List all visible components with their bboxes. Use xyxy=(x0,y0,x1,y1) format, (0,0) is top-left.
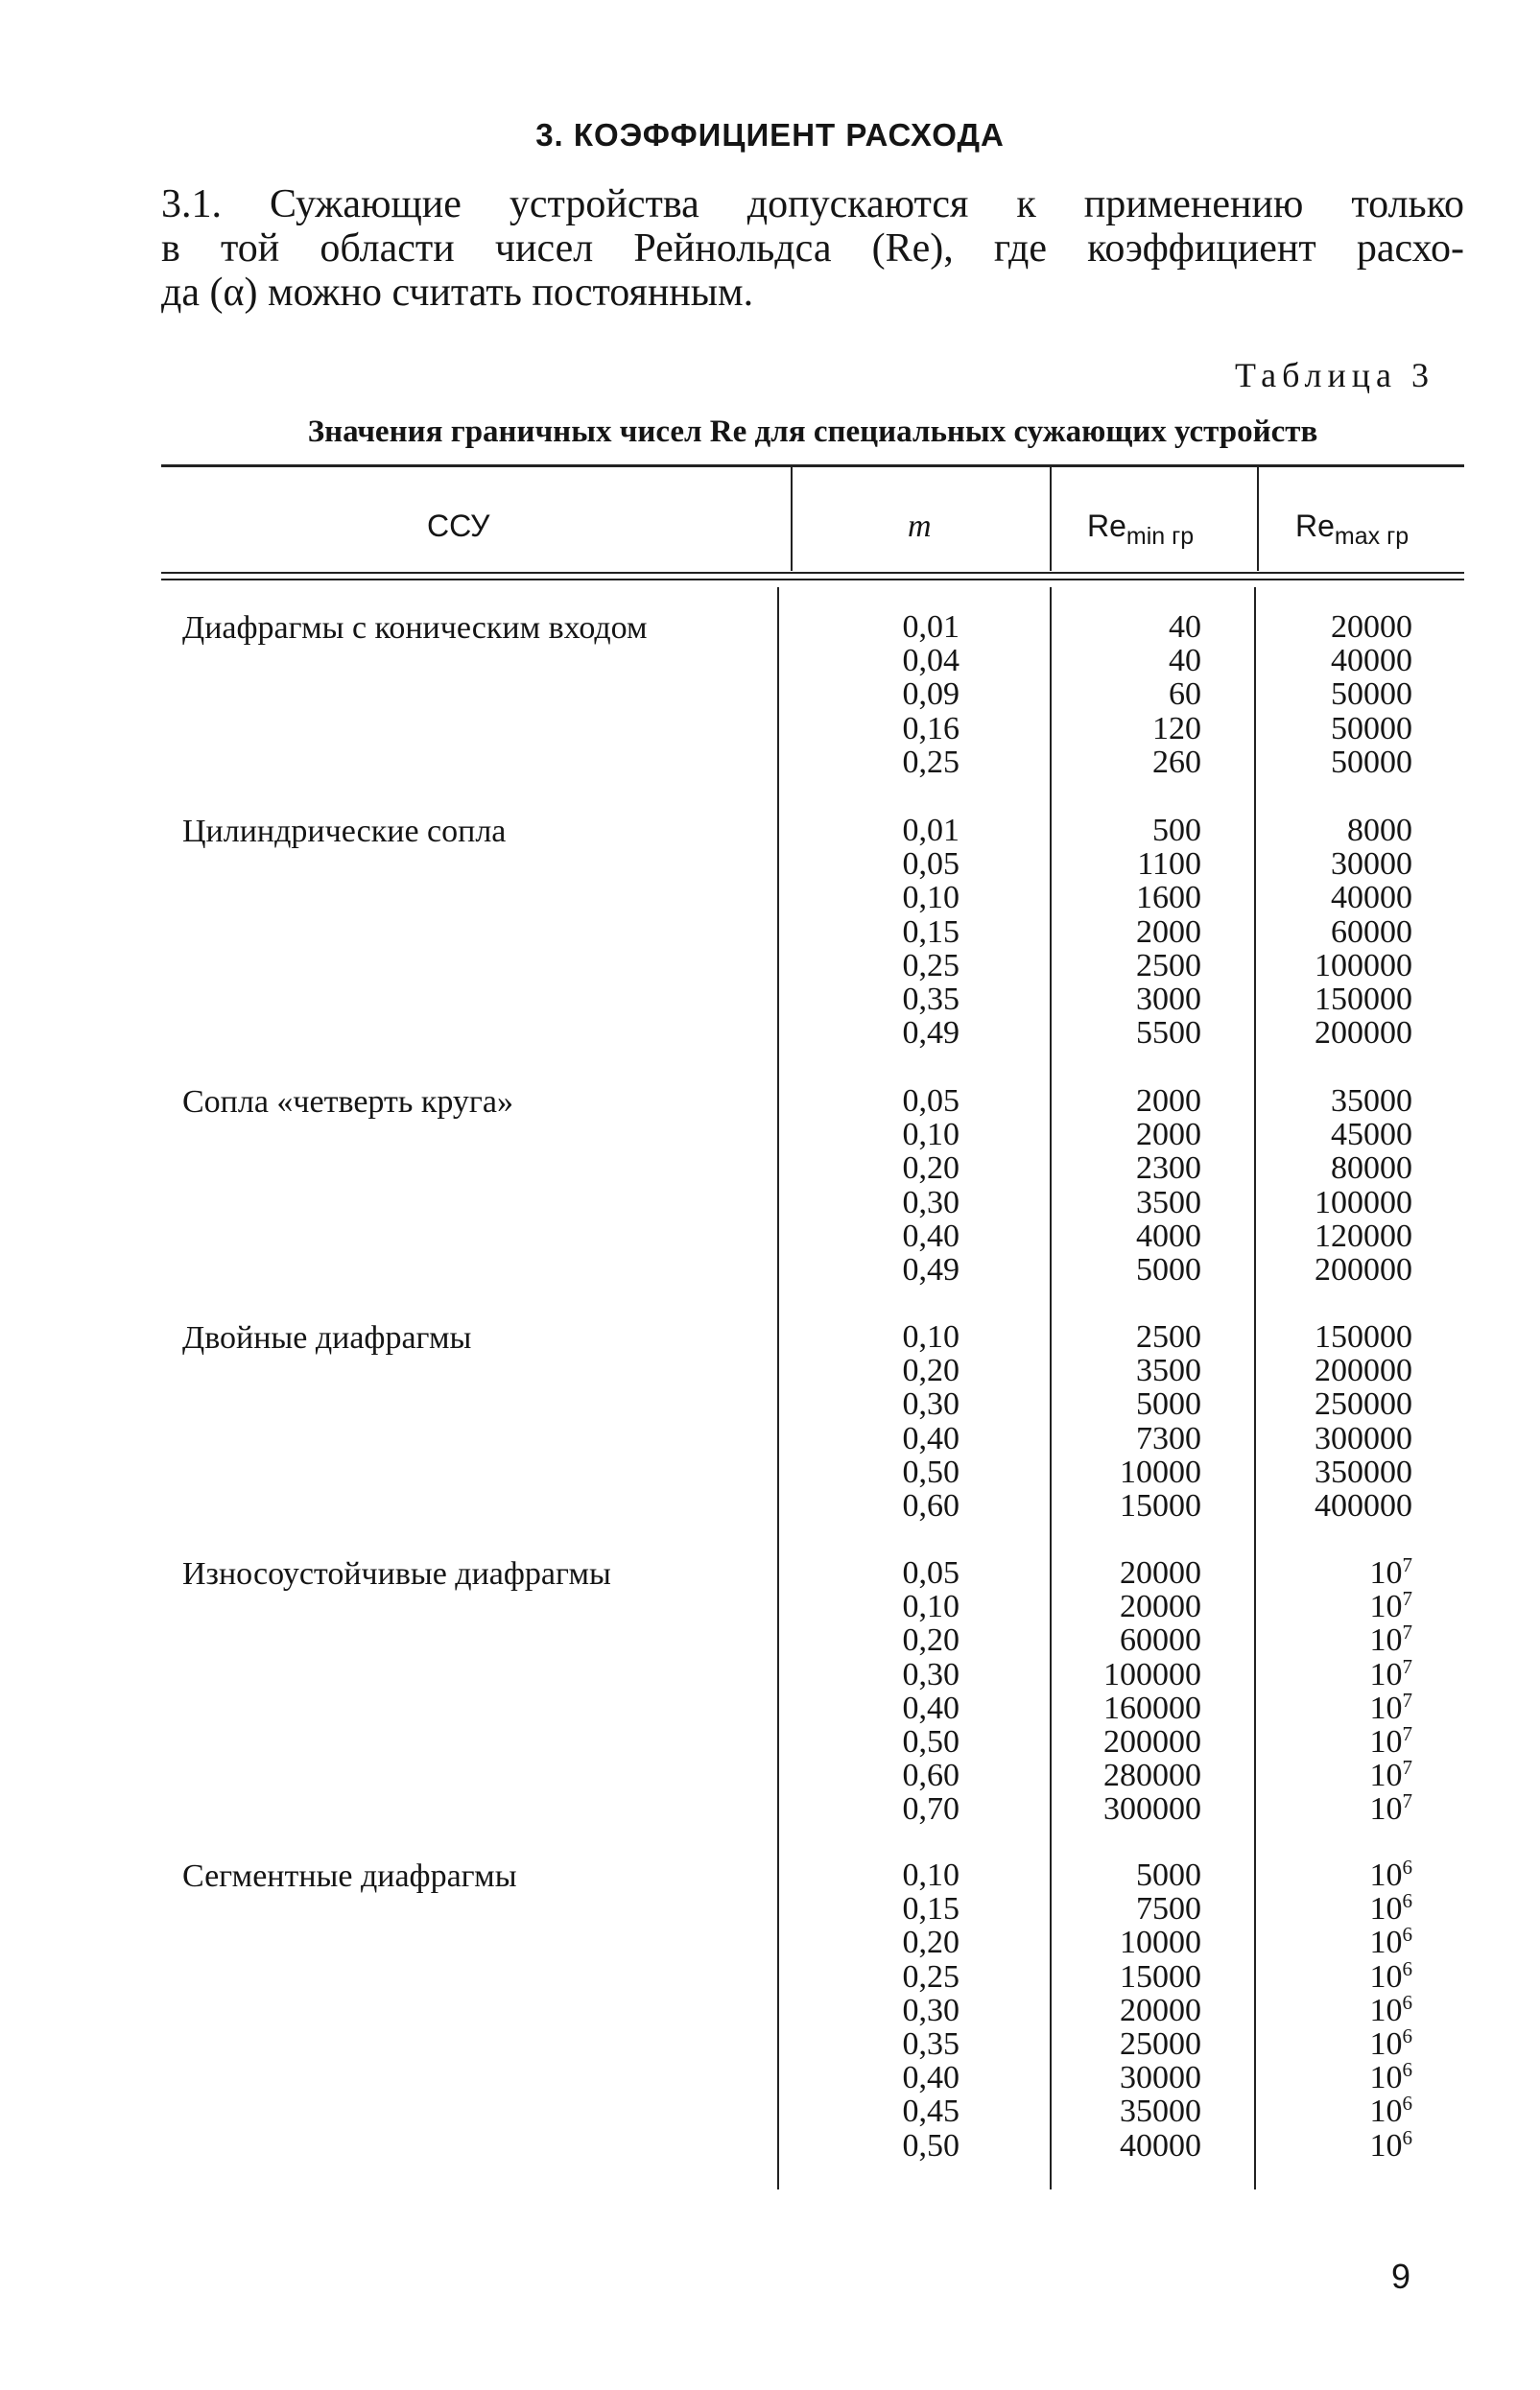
m-cell: 0,50 xyxy=(902,2127,960,2164)
power-exponent: 7 xyxy=(1402,1621,1412,1645)
re-max-cell: 150000 xyxy=(1315,981,1412,1017)
power-base: 10 xyxy=(1369,1723,1403,1760)
page-number: 9 xyxy=(1391,2257,1411,2296)
re-min-cell: 10000 xyxy=(1120,1925,1201,1961)
re-min-cell: 5000 xyxy=(1136,1858,1201,1893)
re-max-cell xyxy=(1257,1553,1412,1591)
m-cell: 0,49 xyxy=(902,1251,960,1288)
re-min-cell: 260 xyxy=(1152,744,1201,780)
re-max-cell xyxy=(1257,1756,1412,1794)
power-base: 10 xyxy=(1369,2094,1403,2130)
re-max-cell: 20000 xyxy=(1331,609,1412,645)
power-exponent: 6 xyxy=(1402,2092,1412,2116)
paragraph-line: в той области чисел Рейнольдса (Re), где коэффициент расхо- xyxy=(161,226,1464,271)
m-cell: 0,35 xyxy=(902,2025,960,2062)
m-cell: 0,35 xyxy=(902,981,960,1017)
m-cell: 0,15 xyxy=(902,913,960,950)
re-min-cell: 5000 xyxy=(1136,1386,1201,1423)
m-cell: 0,05 xyxy=(902,1555,960,1591)
column-header-re-min xyxy=(1087,509,1194,551)
re-max-cell xyxy=(1257,2125,1412,2164)
power-base: 10 xyxy=(1369,1622,1403,1659)
power-base: 10 xyxy=(1369,1925,1403,1961)
m-cell: 0,09 xyxy=(902,676,960,713)
m-cell: 0,05 xyxy=(902,1083,960,1119)
re-min-cell: 25000 xyxy=(1120,2025,1201,2062)
re-min-cell: 200000 xyxy=(1103,1723,1201,1760)
power-base: 10 xyxy=(1369,1791,1403,1828)
re-max-cell xyxy=(1257,1688,1412,1726)
m-cell: 0,60 xyxy=(902,1487,960,1524)
re-max-cell: 50000 xyxy=(1331,676,1412,713)
body-column-divider xyxy=(1254,587,1256,2189)
m-cell: 0,16 xyxy=(902,710,960,746)
re-min-cell: 10000 xyxy=(1120,1454,1201,1490)
re-max-values xyxy=(1257,1320,1412,1523)
m-cell: 0,01 xyxy=(902,813,960,848)
m-cell: 0,01 xyxy=(902,609,960,645)
m-cell: 0,40 xyxy=(902,1420,960,1456)
re-max-cell: 250000 xyxy=(1315,1386,1412,1423)
power-base: 10 xyxy=(1369,1992,1403,2028)
re-max-cell: 45000 xyxy=(1331,1117,1412,1153)
group-name: Сегментные диафрагмы xyxy=(182,1858,517,1894)
power-exponent: 6 xyxy=(1402,1889,1412,1913)
re-max-cell xyxy=(1257,1956,1412,1995)
re-min-cell: 60 xyxy=(1169,676,1201,713)
re-max-cell: 300000 xyxy=(1315,1420,1412,1456)
m-cell: 0,30 xyxy=(902,1656,960,1692)
power-exponent: 7 xyxy=(1402,1688,1412,1712)
re-max-cell: 150000 xyxy=(1315,1319,1412,1355)
m-cell: 0,20 xyxy=(902,1622,960,1659)
re-min-cell: 3500 xyxy=(1136,1184,1201,1220)
re-max-values xyxy=(1257,814,1412,1050)
m-cell: 0,30 xyxy=(902,1386,960,1423)
re-min-cell: 2500 xyxy=(1136,947,1201,983)
re-min-cell: 5500 xyxy=(1136,1015,1201,1052)
power-base: 10 xyxy=(1369,1656,1403,1692)
column-header-ssu: ССУ xyxy=(427,509,490,543)
re-max-cell: 200000 xyxy=(1315,1251,1412,1288)
m-cell: 0,50 xyxy=(902,1454,960,1490)
re-max-cell xyxy=(1257,1721,1412,1760)
power-exponent: 6 xyxy=(1402,1923,1412,1947)
re-min-values xyxy=(1065,610,1201,779)
m-cell: 0,10 xyxy=(902,1319,960,1355)
body-column-divider xyxy=(1050,587,1052,2189)
re-min-cell: 500 xyxy=(1152,813,1201,848)
power-base: 10 xyxy=(1369,1891,1403,1928)
re-max-values xyxy=(1257,1084,1412,1287)
re-max-cell: 400000 xyxy=(1315,1487,1412,1524)
re-max-cell: 35000 xyxy=(1331,1083,1412,1119)
m-cell: 0,10 xyxy=(902,1117,960,1153)
re-max-cell: 120000 xyxy=(1315,1218,1412,1254)
m-values xyxy=(844,1556,960,1827)
re-min-cell: 2000 xyxy=(1136,1117,1201,1153)
re-max-cell: 40000 xyxy=(1331,880,1412,916)
m-cell: 0,25 xyxy=(902,947,960,983)
power-exponent: 7 xyxy=(1402,1721,1412,1745)
power-exponent: 7 xyxy=(1402,1789,1412,1813)
power-exponent: 7 xyxy=(1402,1587,1412,1611)
re-max-cell xyxy=(1257,1889,1412,1928)
power-exponent: 7 xyxy=(1402,1654,1412,1678)
m-values xyxy=(844,1320,960,1523)
re-min-values xyxy=(1065,1320,1201,1523)
re-min-cell: 40 xyxy=(1169,643,1201,679)
m-cell: 0,30 xyxy=(902,1992,960,2028)
re-max-cell: 350000 xyxy=(1315,1454,1412,1490)
re-min-cell: 15000 xyxy=(1120,1958,1201,1995)
m-cell: 0,10 xyxy=(902,880,960,916)
re-min-subscript: min гр xyxy=(1125,523,1195,550)
re-max-cell: 200000 xyxy=(1315,1015,1412,1052)
re-min-values xyxy=(1065,814,1201,1050)
m-cell: 0,60 xyxy=(902,1758,960,1794)
re-max-cell: 200000 xyxy=(1315,1353,1412,1389)
re-min-cell: 300000 xyxy=(1103,1791,1201,1828)
header-column-divider xyxy=(791,467,793,571)
m-cell: 0,04 xyxy=(902,643,960,679)
power-exponent: 6 xyxy=(1402,1956,1412,1980)
group-name: Цилиндрические сопла xyxy=(182,814,507,849)
m-cell: 0,20 xyxy=(902,1353,960,1389)
power-base: 10 xyxy=(1369,1758,1403,1794)
column-header-m: m xyxy=(908,509,932,544)
re-max-cell: 60000 xyxy=(1331,913,1412,950)
re-min-cell: 5000 xyxy=(1136,1251,1201,1288)
re-max-cell: 100000 xyxy=(1315,1184,1412,1220)
header-column-divider xyxy=(1257,467,1259,571)
re-max-cell xyxy=(1257,1587,1412,1625)
power-base: 10 xyxy=(1369,1958,1403,1995)
power-base: 10 xyxy=(1369,1589,1403,1625)
m-values xyxy=(844,1858,960,2163)
re-max-cell xyxy=(1257,2023,1412,2062)
m-cell: 0,20 xyxy=(902,1925,960,1961)
re-min-cell: 2000 xyxy=(1136,913,1201,950)
power-base: 10 xyxy=(1369,2060,1403,2096)
power-exponent: 6 xyxy=(1402,2058,1412,2082)
header-column-divider xyxy=(1050,467,1052,571)
table-top-rule xyxy=(161,464,1464,467)
m-cell: 0,20 xyxy=(902,1150,960,1187)
re-min-cell: 35000 xyxy=(1120,2094,1201,2130)
m-cell: 0,50 xyxy=(902,1723,960,1760)
m-cell: 0,49 xyxy=(902,1015,960,1052)
paragraph-line: 3.1. Сужающие устройства допускаются к применению только xyxy=(161,182,1464,226)
re-min-cell: 280000 xyxy=(1103,1758,1201,1794)
power-exponent: 6 xyxy=(1402,2125,1412,2149)
power-base: 10 xyxy=(1369,1690,1403,1726)
m-values xyxy=(844,610,960,779)
re-min-cell: 60000 xyxy=(1120,1622,1201,1659)
power-exponent: 7 xyxy=(1402,1756,1412,1780)
re-min-cell: 3500 xyxy=(1136,1353,1201,1389)
re-max-cell: 40000 xyxy=(1331,643,1412,679)
power-exponent: 6 xyxy=(1402,1856,1412,1879)
m-cell: 0,25 xyxy=(902,744,960,780)
re-min-cell: 40 xyxy=(1169,609,1201,645)
paragraph-3-1 xyxy=(161,182,1464,315)
re-min-values xyxy=(1065,1556,1201,1827)
re-min-cell: 120 xyxy=(1152,710,1201,746)
re-min-cell: 15000 xyxy=(1120,1487,1201,1524)
re-max-cell: 50000 xyxy=(1331,744,1412,780)
re-min-cell: 3000 xyxy=(1136,981,1201,1017)
re-min-cell: 40000 xyxy=(1120,2127,1201,2164)
header-bottom-rule xyxy=(161,572,1464,574)
re-min-cell: 1600 xyxy=(1136,880,1201,916)
re-max-values xyxy=(1257,1858,1412,2163)
m-values xyxy=(844,814,960,1050)
m-cell: 0,40 xyxy=(902,1690,960,1726)
re-max-cell: 30000 xyxy=(1331,846,1412,883)
table-caption: Значения граничных чисел Re для специальных сужающих устройств xyxy=(307,414,1318,449)
re-max-cell: 80000 xyxy=(1331,1150,1412,1187)
re-min-cell: 20000 xyxy=(1120,1992,1201,2028)
re-max-cell: 100000 xyxy=(1315,947,1412,983)
re-min-cell: 20000 xyxy=(1120,1555,1201,1591)
re-label: Re xyxy=(1295,509,1335,543)
re-min-cell: 160000 xyxy=(1103,1690,1201,1726)
m-cell: 0,70 xyxy=(902,1791,960,1828)
paragraph-line: да (α) можно считать постоянным. xyxy=(161,271,754,315)
re-min-cell: 7500 xyxy=(1136,1891,1201,1928)
m-cell: 0,10 xyxy=(902,1858,960,1893)
group-name: Сопла «четверть круга» xyxy=(182,1084,513,1120)
m-cell: 0,25 xyxy=(902,1958,960,1995)
re-min-cell: 100000 xyxy=(1103,1656,1201,1692)
re-max-values xyxy=(1257,1553,1412,1828)
re-max-cell xyxy=(1257,1789,1412,1828)
re-min-cell: 30000 xyxy=(1120,2060,1201,2096)
power-base: 10 xyxy=(1369,1555,1403,1591)
re-max-cell xyxy=(1257,1990,1412,2028)
re-max-subscript: max гр xyxy=(1334,523,1410,550)
group-name: Диафрагмы с коническим входом xyxy=(182,610,648,646)
m-cell: 0,10 xyxy=(902,1589,960,1625)
re-max-cell xyxy=(1257,1623,1412,1657)
column-header-re-max xyxy=(1295,509,1409,551)
re-label: Re xyxy=(1087,509,1126,543)
m-cell: 0,40 xyxy=(902,2060,960,2096)
m-cell: 0,05 xyxy=(902,846,960,883)
re-min-cell: 20000 xyxy=(1120,1589,1201,1625)
re-max-cell: 8000 xyxy=(1347,813,1412,848)
group-name: Двойные диафрагмы xyxy=(182,1320,472,1356)
power-exponent: 7 xyxy=(1402,1553,1412,1576)
power-exponent: 6 xyxy=(1402,2023,1412,2047)
re-min-cell: 7300 xyxy=(1136,1420,1201,1456)
section-heading: 3. КОЭФФИЦИЕНТ РАСХОДА xyxy=(535,117,1005,153)
re-max-cell xyxy=(1257,2094,1412,2128)
m-cell: 0,30 xyxy=(902,1184,960,1220)
re-min-values xyxy=(1065,1084,1201,1287)
body-column-divider xyxy=(777,587,779,2189)
m-cell: 0,40 xyxy=(902,1218,960,1254)
power-base: 10 xyxy=(1369,2025,1403,2062)
re-max-cell: 50000 xyxy=(1331,710,1412,746)
re-max-values xyxy=(1257,610,1412,779)
re-max-cell xyxy=(1257,1858,1412,1892)
re-max-cell xyxy=(1257,2058,1412,2096)
table-label: Таблица 3 xyxy=(1235,356,1434,394)
m-cell: 0,15 xyxy=(902,1891,960,1928)
power-base: 10 xyxy=(1369,2127,1403,2164)
re-min-cell: 2000 xyxy=(1136,1083,1201,1119)
re-min-cell: 2500 xyxy=(1136,1319,1201,1355)
re-min-values xyxy=(1065,1858,1201,2163)
re-min-cell: 1100 xyxy=(1137,846,1201,883)
power-exponent: 6 xyxy=(1402,1990,1412,2014)
header-bottom-rule-double xyxy=(161,579,1464,580)
m-cell: 0,45 xyxy=(902,2094,960,2130)
re-max-cell xyxy=(1257,1923,1412,1961)
group-name: Износоустойчивые диафрагмы xyxy=(182,1556,611,1592)
re-min-cell: 2300 xyxy=(1136,1150,1201,1187)
m-values xyxy=(844,1084,960,1287)
power-base: 10 xyxy=(1369,1858,1403,1893)
re-max-cell xyxy=(1257,1654,1412,1692)
re-min-cell: 4000 xyxy=(1136,1218,1201,1254)
